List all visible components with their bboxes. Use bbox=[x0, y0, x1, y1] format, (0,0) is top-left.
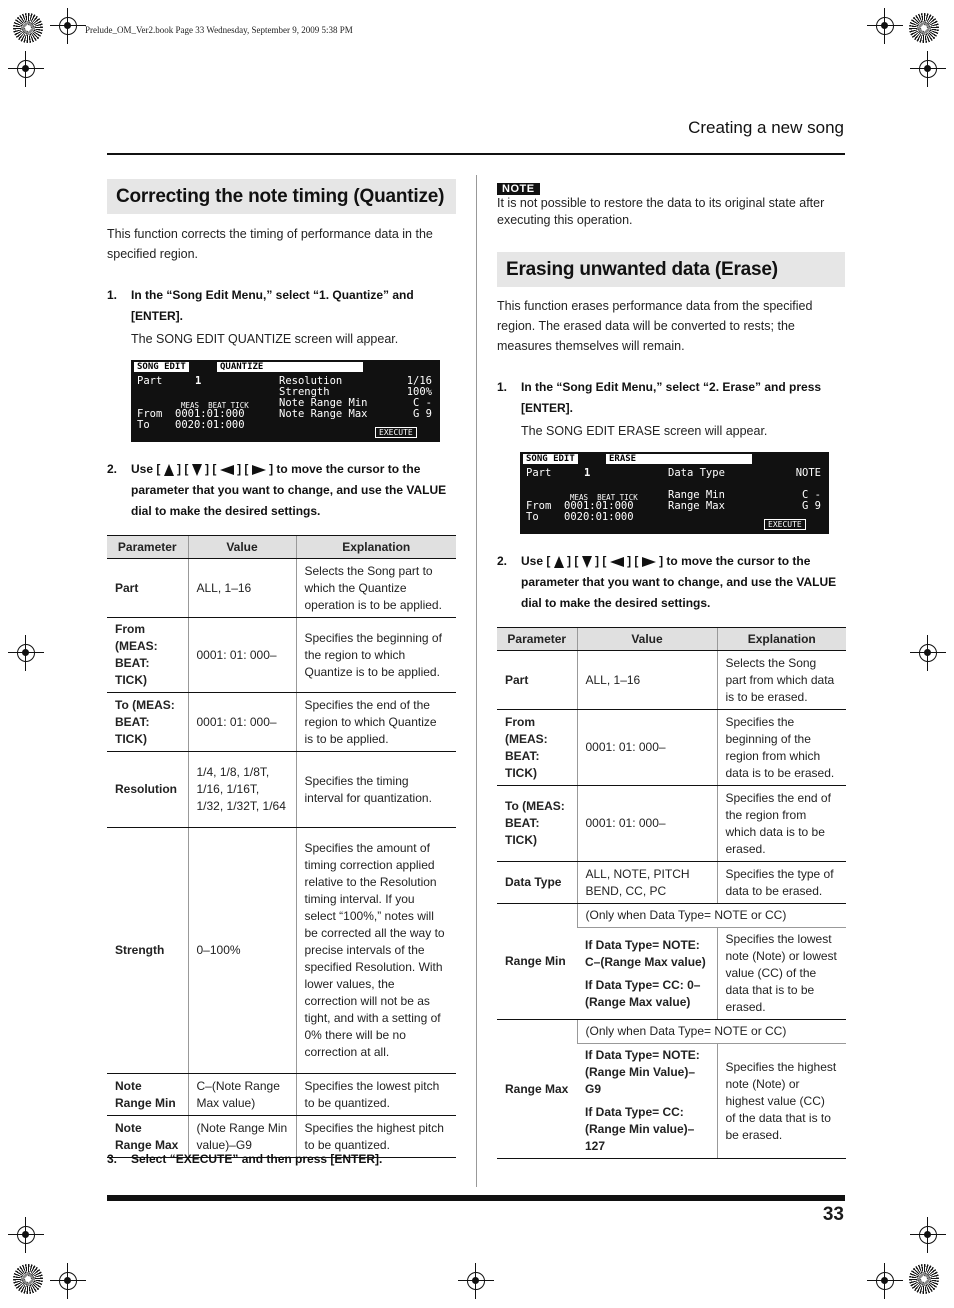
lcd-param-label: Note Range Max bbox=[279, 408, 368, 420]
explanation-cell: Specifies the timing interval for quantization. bbox=[296, 752, 456, 828]
lcd-part-value: 1 bbox=[195, 375, 202, 387]
lcd-param-value: C - bbox=[413, 397, 432, 409]
crosshair-icon bbox=[915, 56, 941, 82]
section-title-erase: Erasing unwanted data (Erase) bbox=[497, 252, 845, 287]
explanation-cell: Specifies the beginning of the region to which Quantize is to be applied. bbox=[296, 618, 456, 693]
value-cell: (Note Range Min value)–G9 bbox=[188, 1116, 296, 1158]
param-cell: Range Min bbox=[497, 904, 577, 1020]
table-header: Explanation bbox=[717, 628, 846, 651]
lcd-column-heads: MEAS BEAT TICK bbox=[570, 493, 638, 502]
lcd-to-value: 0020:01:000 bbox=[175, 419, 245, 431]
step-text: Use [ bbox=[521, 554, 551, 568]
step-text: In the “Song Edit Menu,” select “2. Erase” and press bbox=[521, 380, 822, 394]
left-arrow-icon bbox=[610, 557, 624, 567]
step-text: ] [ bbox=[567, 554, 579, 568]
step-2 bbox=[497, 551, 847, 617]
intro-line: specified region. bbox=[107, 247, 199, 261]
explanation-cell: Specifies the end of the region from which data is to be erased. bbox=[717, 786, 846, 862]
down-arrow-icon bbox=[192, 464, 202, 476]
value-cell: ALL, NOTE, PITCH BEND, CC, PC bbox=[577, 862, 717, 904]
value-line: If Data Type= CC: 0–(Range Max value) bbox=[585, 977, 701, 1009]
step-1-result: The SONG EDIT QUANTIZE screen will appear. bbox=[131, 332, 399, 346]
lcd-part-value: 1 bbox=[584, 467, 591, 479]
param-cell: From (MEAS: BEAT: TICK) bbox=[107, 618, 188, 693]
lcd-screen-name: ERASE bbox=[606, 454, 752, 464]
step-text: ] [ bbox=[205, 462, 217, 476]
page-number: 33 bbox=[822, 1204, 844, 1225]
crosshair-icon bbox=[13, 1222, 39, 1248]
value-cell: 0001: 01: 000– bbox=[188, 693, 296, 752]
step-1 bbox=[497, 377, 847, 421]
step-text: parameter that you want to change, and use the VALUE bbox=[131, 483, 447, 497]
lcd-param-value: C - bbox=[802, 489, 821, 501]
crosshair-icon bbox=[13, 56, 39, 82]
lcd-param-label: Range Min bbox=[668, 489, 725, 501]
quantize-lcd-screen bbox=[131, 360, 440, 442]
table-header: Parameter bbox=[107, 536, 188, 559]
lcd-param-value: NOTE bbox=[795, 467, 821, 479]
intro-line: region. The erased data will be converted to rests; the bbox=[497, 319, 795, 333]
step-text: ] [ bbox=[237, 462, 249, 476]
value-cell bbox=[577, 1044, 717, 1159]
param-cell: Part bbox=[107, 559, 188, 618]
step-text: parameter that you want to change, and use the VALUE bbox=[521, 575, 837, 589]
lcd-to-label: To bbox=[526, 511, 539, 523]
right-arrow-icon bbox=[252, 465, 266, 475]
lcd-param-label: Resolution bbox=[279, 375, 343, 387]
explanation-cell: Specifies the lowest pitch to be quantized. bbox=[296, 1074, 456, 1116]
intro-line: This function corrects the timing of performance data in the bbox=[107, 227, 433, 241]
value-cell: 0001: 01: 000– bbox=[188, 618, 296, 693]
section-title-quantize: Correcting the note timing (Quantize) bbox=[107, 179, 456, 214]
explanation-cell: Selects the Song part to which the Quantize operation is to be applied. bbox=[296, 559, 456, 618]
step-1-result: The SONG EDIT ERASE screen will appear. bbox=[521, 424, 768, 438]
explanation-cell: Specifies the highest pitch to be quantized. bbox=[296, 1116, 456, 1158]
left-arrow-icon bbox=[220, 465, 234, 475]
erase-parameter-table bbox=[497, 627, 846, 1159]
param-cell: Strength bbox=[107, 828, 188, 1074]
intro-text bbox=[497, 296, 847, 356]
step-number: 1. bbox=[107, 288, 118, 302]
table-row bbox=[497, 651, 846, 710]
lcd-param-label: Strength bbox=[279, 386, 330, 398]
lcd-param-label: Range Max bbox=[668, 500, 725, 512]
step-text: dial to make the desired settings. bbox=[131, 504, 321, 518]
table-row bbox=[497, 1020, 846, 1044]
lcd-param-value: 100% bbox=[406, 386, 432, 398]
crosshair-icon bbox=[872, 1268, 898, 1294]
value-line: If Data Type= NOTE: C–(Range Max value) bbox=[585, 937, 706, 969]
value-cell: 0001: 01: 000– bbox=[577, 786, 717, 862]
crosshair-icon bbox=[55, 13, 81, 39]
table-row bbox=[497, 786, 846, 862]
step-text: ] to move the cursor to the bbox=[269, 462, 421, 476]
explanation-cell: Specifies the type of data to be erased. bbox=[717, 862, 846, 904]
value-cell: ALL, 1–16 bbox=[188, 559, 296, 618]
param-cell: Note Range Min bbox=[107, 1074, 188, 1116]
top-rule bbox=[107, 153, 845, 155]
step-text: ] to move the cursor to the bbox=[659, 554, 811, 568]
value-line: If Data Type= NOTE: (Range Min Value)–G9 bbox=[585, 1048, 700, 1096]
condition-cell: (Only when Data Type= NOTE or CC) bbox=[577, 1020, 846, 1044]
step-text: ] [ bbox=[627, 554, 639, 568]
step-2 bbox=[107, 459, 457, 525]
step-text: In the “Song Edit Menu,” select “1. Quantize” and bbox=[131, 288, 414, 302]
crosshair-icon bbox=[915, 640, 941, 666]
lcd-execute-button: EXECUTE bbox=[764, 519, 806, 530]
param-cell: Resolution bbox=[107, 752, 188, 828]
table-row bbox=[107, 828, 456, 1074]
lcd-part-label: Part bbox=[137, 375, 163, 387]
step-3 bbox=[107, 1149, 457, 1171]
lcd-column-heads: MEAS BEAT TICK bbox=[181, 401, 249, 410]
bottom-rule bbox=[107, 1195, 845, 1201]
explanation-cell: Selects the Song part from which data is to be erased. bbox=[717, 651, 846, 710]
running-head: Creating a new song bbox=[688, 118, 844, 137]
explanation-cell: Specifies the amount of timing correction applied relative to the Resolution timing interval. If you select “100%,” notes will be corrected all the way to precise intervals of the specified Resolution. With lower values, the correction will not be as tight, and with a setting of 0% there will be no correction at all. bbox=[296, 828, 456, 1074]
table-row bbox=[107, 1074, 456, 1116]
registration-mark-icon bbox=[13, 1264, 43, 1294]
crosshair-icon bbox=[55, 1268, 81, 1294]
step-text: Use [ bbox=[131, 462, 161, 476]
note-line: It is not possible to restore the data to its original state after bbox=[497, 196, 825, 210]
table-header: Value bbox=[577, 628, 717, 651]
lcd-execute-button: EXECUTE bbox=[375, 427, 417, 438]
param-cell: From (MEAS: BEAT: TICK) bbox=[497, 710, 577, 786]
param-cell: To (MEAS: BEAT: TICK) bbox=[497, 786, 577, 862]
value-cell: C–(Note Range Max value) bbox=[188, 1074, 296, 1116]
value-cell bbox=[577, 928, 717, 1020]
crosshair-icon bbox=[463, 1268, 489, 1294]
explanation-cell: Specifies the highest note (Note) or highest value (CC) of the data that is to be erased. bbox=[717, 1044, 846, 1159]
crosshair-icon bbox=[13, 640, 39, 666]
table-row bbox=[107, 618, 456, 693]
crosshair-icon bbox=[872, 13, 898, 39]
value-cell: 1/4, 1/8, 1/8T, 1/16, 1/16T, 1/32, 1/32T, 1/64 bbox=[188, 752, 296, 828]
lcd-tab: SONG EDIT bbox=[523, 454, 578, 464]
lcd-part-label: Part bbox=[526, 467, 552, 479]
intro-line: measures themselves will remain. bbox=[497, 339, 685, 353]
quantize-parameter-table bbox=[107, 535, 456, 1158]
lcd-from-value: 0001:01:000 bbox=[175, 408, 245, 420]
param-cell: Range Max bbox=[497, 1020, 577, 1159]
lcd-param-value: G 9 bbox=[413, 408, 432, 420]
intro-text bbox=[107, 224, 457, 264]
up-arrow-icon bbox=[164, 464, 174, 476]
value-cell: 0–100% bbox=[188, 828, 296, 1074]
step-text: [ENTER]. bbox=[521, 401, 573, 415]
condition-cell: (Only when Data Type= NOTE or CC) bbox=[577, 904, 846, 928]
step-text: ] [ bbox=[177, 462, 189, 476]
table-row bbox=[107, 693, 456, 752]
table-row bbox=[107, 559, 456, 618]
param-cell: Part bbox=[497, 651, 577, 710]
intro-line: This function erases performance data from the specified bbox=[497, 299, 813, 313]
step-number: 3. bbox=[107, 1152, 118, 1166]
table-row bbox=[497, 710, 846, 786]
step-text: ] [ bbox=[595, 554, 607, 568]
registration-mark-icon bbox=[909, 1264, 939, 1294]
lcd-to-value: 0020:01:000 bbox=[564, 511, 634, 523]
step-number: 2. bbox=[107, 462, 118, 476]
lcd-param-value: G 9 bbox=[802, 500, 821, 512]
explanation-cell: Specifies the beginning of the region from which data is to be erased. bbox=[717, 710, 846, 786]
step-text: dial to make the desired settings. bbox=[521, 596, 711, 610]
explanation-cell: Specifies the lowest note (Note) or lowest value (CC) of the data that is to be erased. bbox=[717, 928, 846, 1020]
step-text: [ENTER]. bbox=[131, 309, 183, 323]
lcd-screen-name: QUANTIZE bbox=[217, 362, 363, 372]
table-header: Explanation bbox=[296, 536, 456, 559]
crosshair-icon bbox=[915, 1222, 941, 1248]
value-cell: ALL, 1–16 bbox=[577, 651, 717, 710]
step-number: 2. bbox=[497, 554, 508, 568]
note-badge-label: NOTE bbox=[497, 183, 540, 195]
table-row bbox=[107, 752, 456, 828]
lcd-tab: SONG EDIT bbox=[134, 362, 189, 372]
step-1 bbox=[107, 285, 457, 329]
lcd-param-value: 1/16 bbox=[406, 375, 432, 387]
lcd-param-label: Data Type bbox=[668, 467, 725, 479]
up-arrow-icon bbox=[554, 556, 564, 568]
note-text bbox=[497, 195, 847, 229]
table-row bbox=[497, 904, 846, 928]
right-arrow-icon bbox=[642, 557, 656, 567]
table-row bbox=[497, 862, 846, 904]
param-cell: To (MEAS: BEAT: TICK) bbox=[107, 693, 188, 752]
lcd-from-value: 0001:01:000 bbox=[564, 500, 634, 512]
note-line: executing this operation. bbox=[497, 213, 633, 227]
table-header: Value bbox=[188, 536, 296, 559]
table-header: Parameter bbox=[497, 628, 577, 651]
param-cell: Note Range Max bbox=[107, 1116, 188, 1158]
lcd-param-label: Note Range Min bbox=[279, 397, 368, 409]
registration-mark-icon bbox=[13, 13, 43, 43]
down-arrow-icon bbox=[582, 556, 592, 568]
explanation-cell: Specifies the end of the region to which Quantize is to be applied. bbox=[296, 693, 456, 752]
erase-lcd-screen bbox=[520, 452, 829, 534]
value-cell: 0001: 01: 000– bbox=[577, 710, 717, 786]
step-number: 1. bbox=[497, 380, 508, 394]
param-cell: Data Type bbox=[497, 862, 577, 904]
lcd-to-label: To bbox=[137, 419, 150, 431]
step-text: Select “EXECUTE” and then press [ENTER]. bbox=[131, 1152, 383, 1166]
print-header: Prelude_OM_Ver2.book Page 33 Wednesday, September 9, 2009 5:38 PM bbox=[85, 25, 353, 35]
lcd-from-label: From bbox=[137, 408, 163, 420]
registration-mark-icon bbox=[909, 13, 939, 43]
value-line: If Data Type= CC: (Range Min value)–127 bbox=[585, 1105, 695, 1153]
lcd-from-label: From bbox=[526, 500, 552, 512]
column-divider bbox=[476, 175, 477, 1187]
